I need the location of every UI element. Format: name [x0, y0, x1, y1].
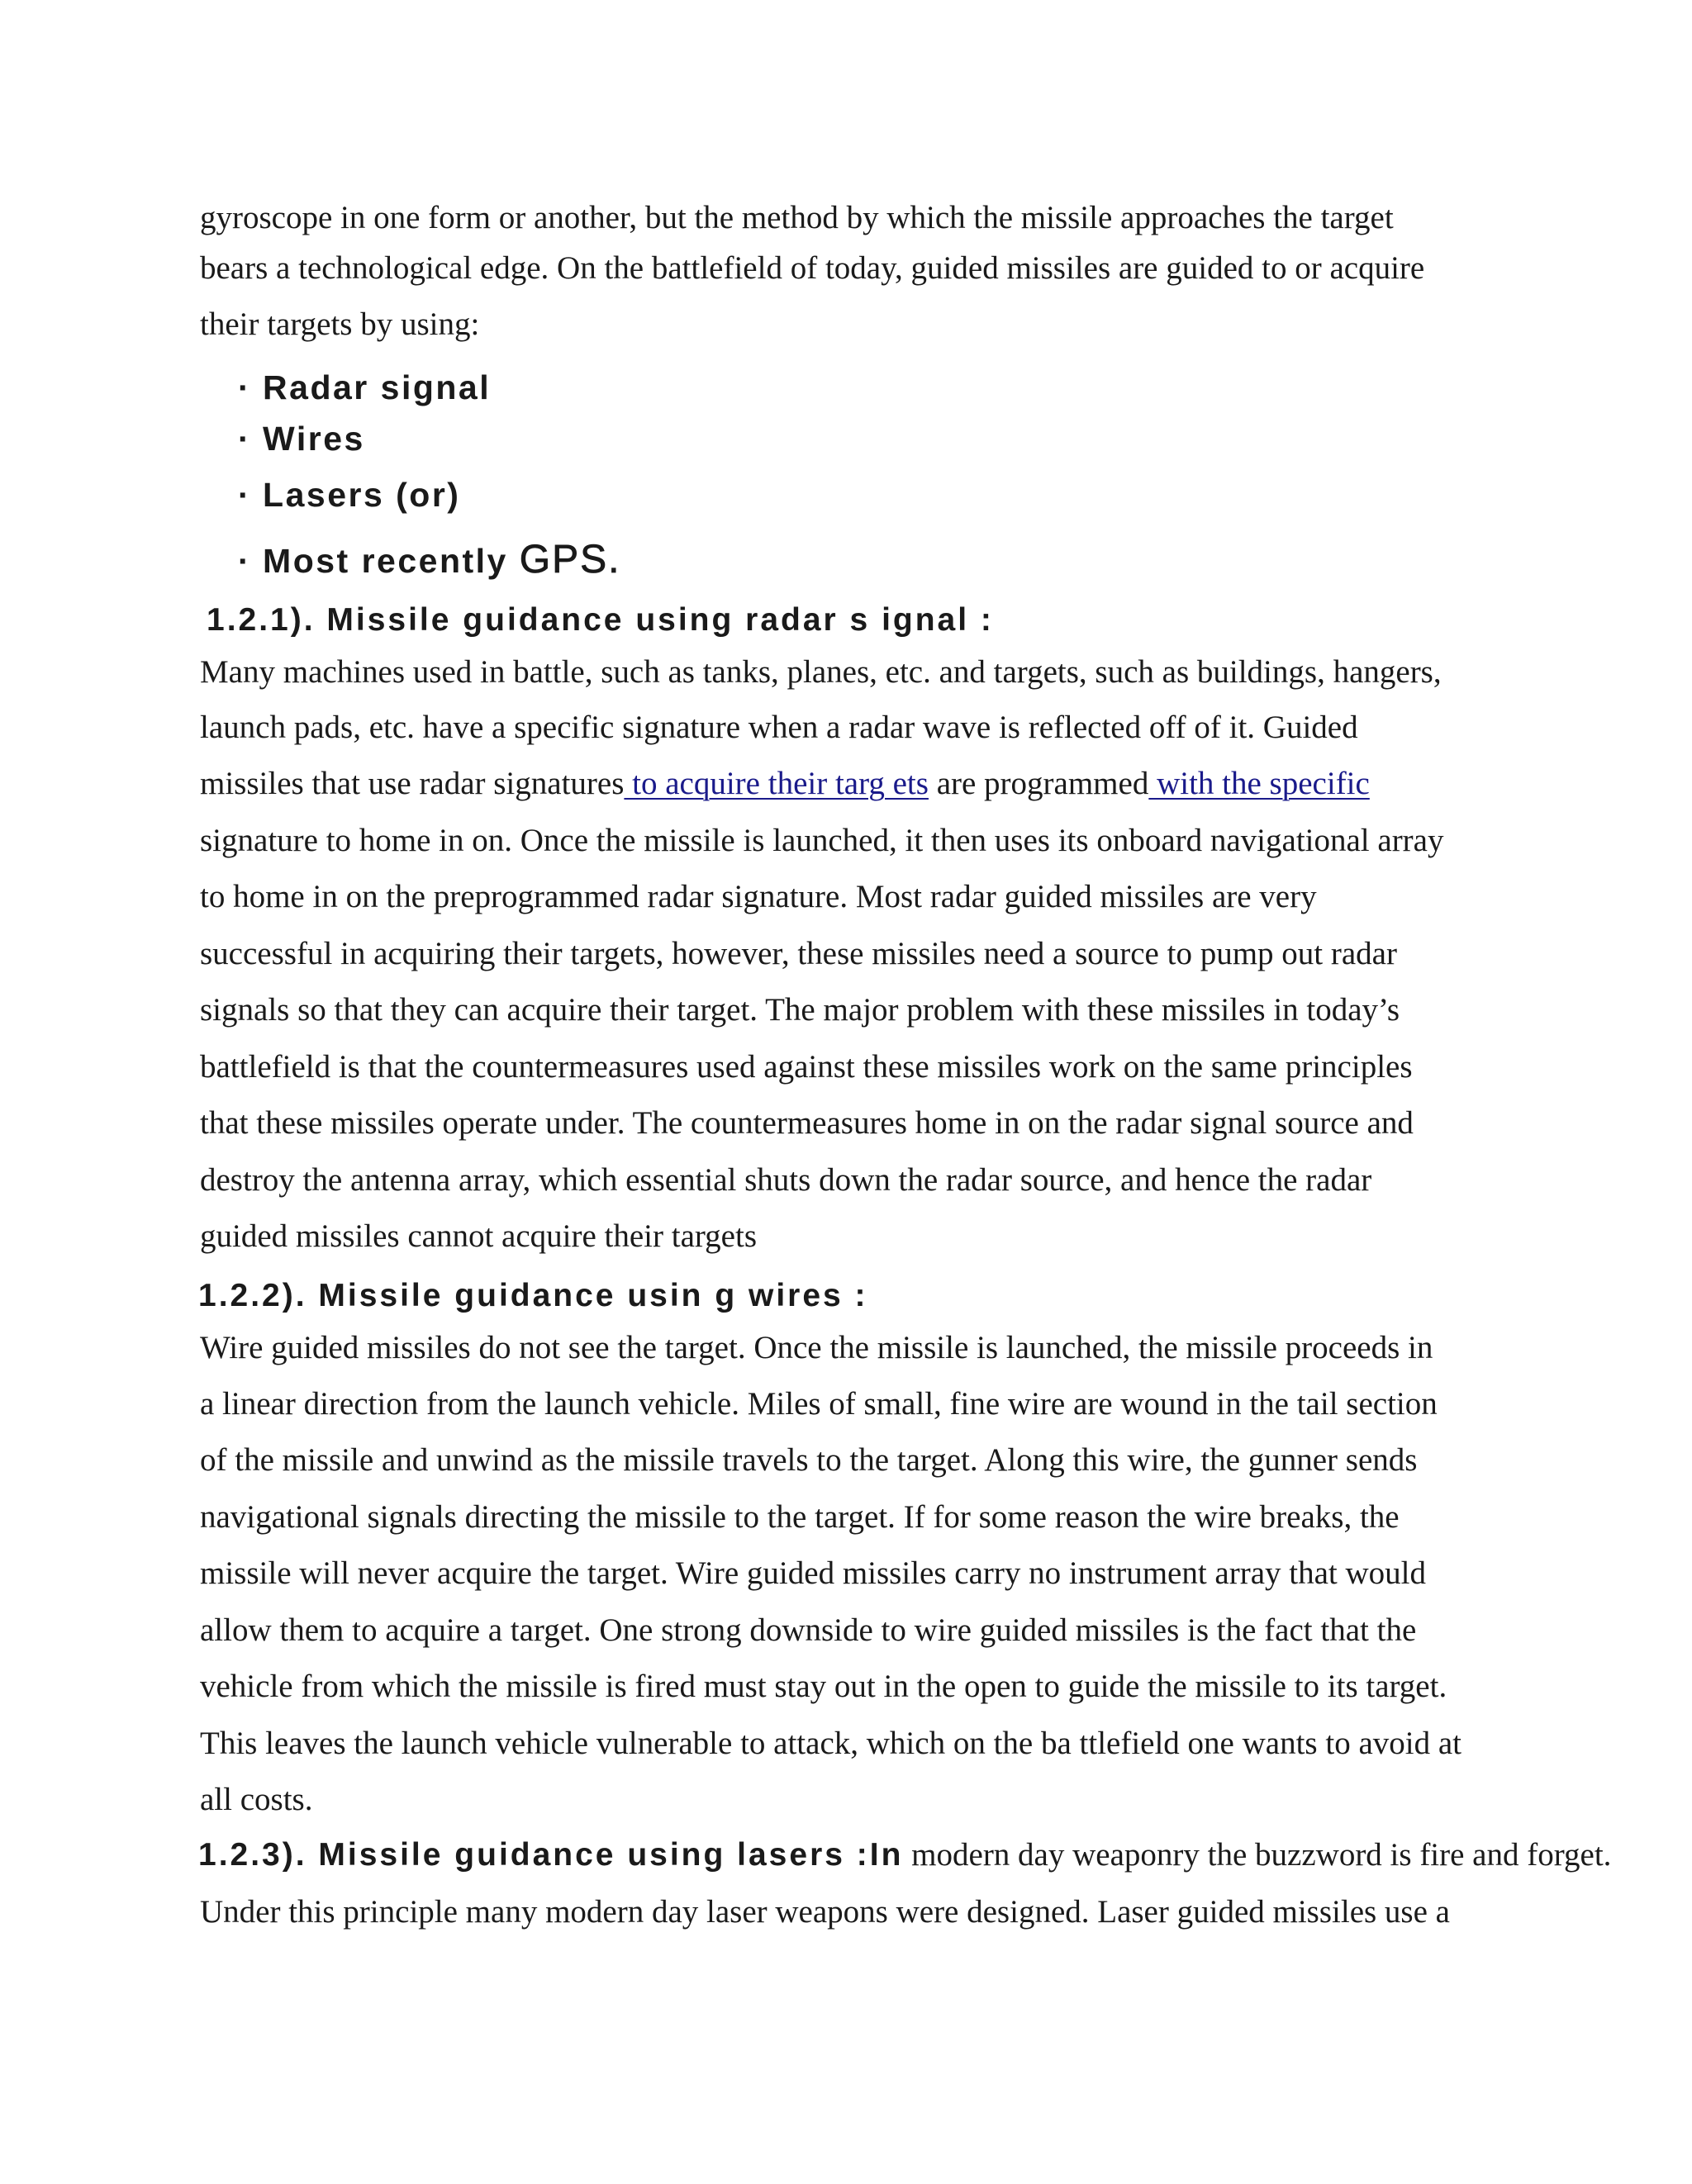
link-acquire-targets[interactable]: to acquire their targ ets [624, 766, 929, 801]
wires-line-1: Wire guided missiles do not see the target. Once the missile is launched, the missile proceeds in [200, 1330, 1433, 1365]
radar-line-1: Many machines used in battle, such as tanks, planes, etc. and targets, such as buildings, hangers, [200, 654, 1442, 690]
wires-line-6: allow them to acquire a target. One strong downside to wire guided missiles is the fact that the [200, 1612, 1417, 1648]
section-heading-lasers-label: 1.2.3). Missile guidance using lasers :In [198, 1837, 904, 1873]
radar-line-7: signals so that they can acquire their target. The major problem with these missiles in today’s [200, 992, 1400, 1028]
intro-line-1: gyroscope in one form or another, but the method by which the missile approaches the target [200, 200, 1394, 235]
section-heading-radar: 1.2.1). Missile guidance using radar s ignal : [207, 602, 994, 638]
list-item-radar: · Radar signal [238, 368, 492, 406]
radar-line-5: to home in on the preprogrammed radar signature. Most radar guided missiles are very [200, 879, 1317, 914]
list-item-gps-prefix: · Most recently [238, 542, 520, 580]
wires-line-9: all costs. [200, 1782, 313, 1817]
wires-line-8: This leaves the launch vehicle vulnerable to attack, which on the ba ttlefield one wants to avoid at [200, 1726, 1461, 1761]
radar-line-2: launch pads, etc. have a specific signature when a radar wave is reflected off of it. Guided [200, 710, 1358, 745]
wires-line-2: a linear direction from the launch vehicle. Miles of small, fine wire are wound in the tail section [200, 1386, 1438, 1422]
radar-line-11: guided missiles cannot acquire their targets [200, 1218, 758, 1254]
radar-line-4: signature to home in on. Once the missile is launched, it then uses its onboard navigational array [200, 823, 1444, 858]
intro-line-2: bears a technological edge. On the battlefield of today, guided missiles are guided to or acquire [200, 250, 1425, 286]
lasers-line-2: Under this principle many modern day laser weapons were designed. Laser guided missiles use a [200, 1894, 1450, 1930]
radar-line-3-text-a: missiles that use radar signatures [200, 766, 625, 801]
list-item-gps-label: GPS. [519, 538, 621, 582]
radar-line-10: destroy the antenna array, which essential shuts down the radar source, and hence the radar [200, 1162, 1372, 1198]
radar-line-3-text-b: are programmed [928, 766, 1149, 801]
list-item-wires: · Wires [238, 420, 365, 458]
list-item-gps [238, 537, 620, 582]
radar-line-8: battlefield is that the countermeasures used against these missiles work on the same principles [200, 1049, 1413, 1085]
radar-line-9: that these missiles operate under. The countermeasures home in on the radar signal source and [200, 1105, 1414, 1141]
radar-line-6: successful in acquiring their targets, however, these missiles need a source to pump out radar [200, 936, 1397, 971]
section-heading-wires: 1.2.2). Missile guidance usin g wires : [198, 1278, 868, 1313]
lasers-line-1-tail: modern day weaponry the buzzword is fire and forget. [903, 1837, 1612, 1873]
wires-line-3: of the missile and unwind as the missile travels to the target. Along this wire, the gunner sends [200, 1442, 1418, 1478]
wires-line-5: missile will never acquire the target. Wire guided missiles carry no instrument array that would [200, 1555, 1426, 1591]
wires-line-7: vehicle from which the missile is fired must stay out in the open to guide the missile to its target. [200, 1669, 1447, 1704]
link-with-the-specific[interactable]: with the specific [1148, 766, 1370, 801]
intro-line-3: their targets by using: [200, 306, 480, 342]
radar-line-3 [200, 767, 1370, 800]
wires-line-4: navigational signals directing the missile to the target. If for some reason the wire breaks, the [200, 1499, 1400, 1535]
list-item-lasers: · Lasers (or) [238, 476, 461, 514]
section-heading-lasers [198, 1836, 1611, 1873]
